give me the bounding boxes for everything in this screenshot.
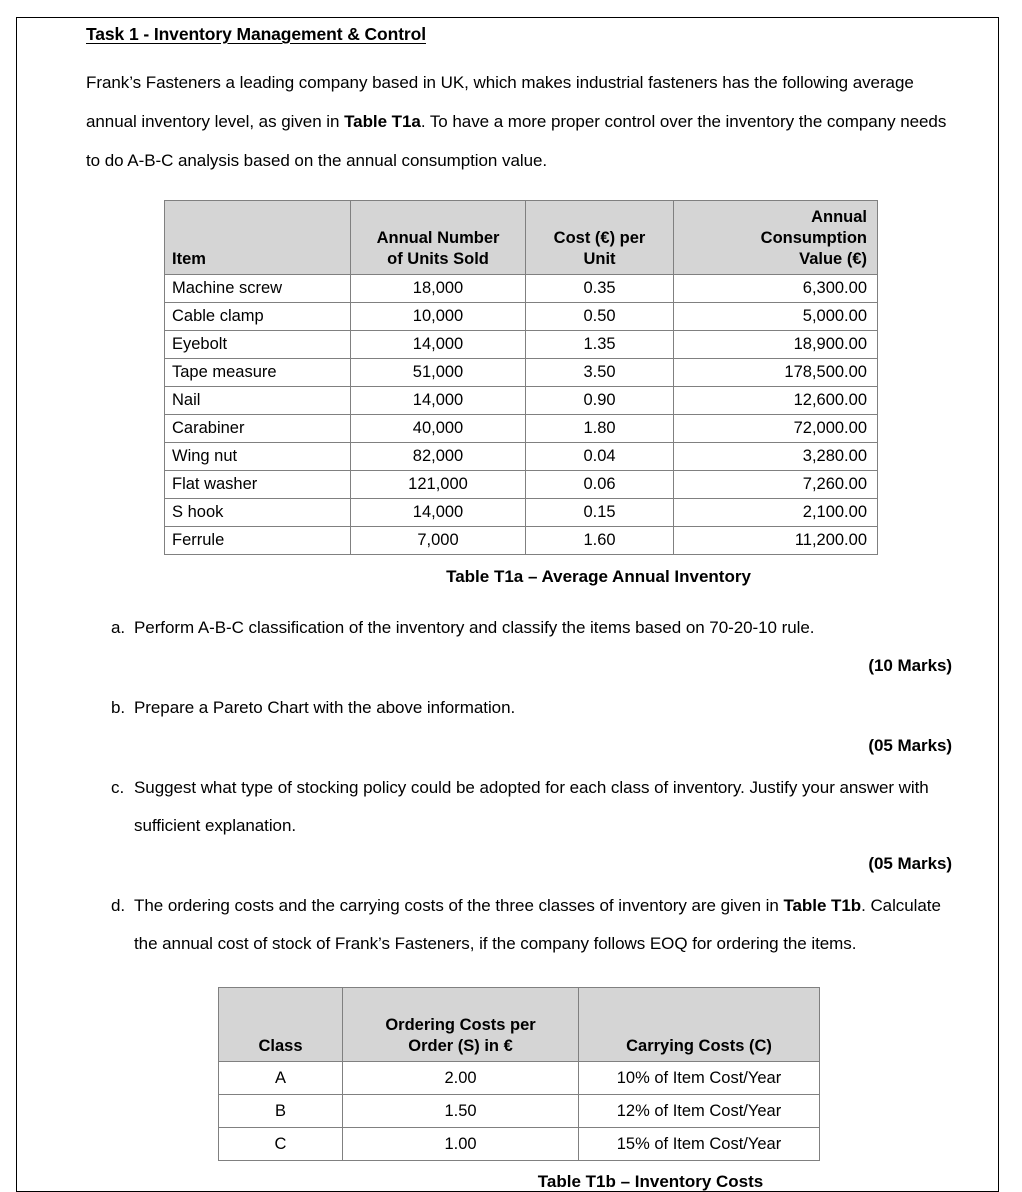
cell-cost: 0.50 — [526, 303, 674, 331]
column-header-value: Annual Consumption Value (€) — [674, 201, 878, 275]
cell-units: 14,000 — [351, 499, 526, 527]
cell-units: 82,000 — [351, 443, 526, 471]
question-item-a — [86, 609, 954, 685]
cell-item: Carabiner — [165, 415, 351, 443]
cell-value: 12,600.00 — [674, 387, 878, 415]
question-marker: c. — [111, 778, 125, 797]
cell-class: A — [219, 1062, 343, 1095]
marks-label: (05 Marks) — [868, 854, 952, 873]
intro-paragraph — [86, 63, 954, 180]
question-text — [134, 618, 814, 637]
cell-cost: 1.35 — [526, 331, 674, 359]
cell-carrying: 10% of Item Cost/Year — [579, 1062, 820, 1095]
question-text — [134, 778, 929, 835]
cell-units: 14,000 — [351, 387, 526, 415]
cell-item: Nail — [165, 387, 351, 415]
table-row — [219, 1128, 820, 1161]
table-row — [165, 415, 878, 443]
column-header-cost: Cost (€) per Unit — [526, 201, 674, 275]
emphasis-text: Table T1b — [783, 896, 862, 915]
cell-class: C — [219, 1128, 343, 1161]
plain-text: . Calculate the annual cost of stock of Frank’s Fasteners, if the company follows EOQ for ordering the items. — [134, 896, 941, 953]
plain-text: Prepare a Pareto Chart with the above information. — [134, 698, 516, 717]
question-list — [86, 609, 954, 963]
cell-value: 72,000.00 — [674, 415, 878, 443]
table-row — [165, 387, 878, 415]
table-t1b — [218, 987, 820, 1161]
cell-value: 6,300.00 — [674, 275, 878, 303]
table-row — [165, 331, 878, 359]
cell-cost: 0.15 — [526, 499, 674, 527]
cell-units: 10,000 — [351, 303, 526, 331]
question-marker: b. — [111, 698, 126, 717]
cell-cost: 0.06 — [526, 471, 674, 499]
table-t1b-wrapper — [218, 987, 954, 1192]
cell-cost: 3.50 — [526, 359, 674, 387]
question-item-c — [86, 769, 954, 883]
cell-units: 14,000 — [351, 331, 526, 359]
column-header-item: Item — [165, 201, 351, 275]
emphasis-text: Table T1a — [344, 112, 421, 131]
cell-units: 51,000 — [351, 359, 526, 387]
column-header-class: Class — [219, 988, 343, 1062]
table-row — [165, 443, 878, 471]
cell-class: B — [219, 1095, 343, 1128]
document-content — [86, 24, 954, 1192]
cell-cost: 1.80 — [526, 415, 674, 443]
table-t1b-caption: Table T1b – Inventory Costs — [537, 1172, 764, 1191]
cell-item: Machine screw — [165, 275, 351, 303]
table-row — [219, 1095, 820, 1128]
cell-item: Cable clamp — [165, 303, 351, 331]
plain-text: The ordering costs and the carrying costs of the three classes of inventory are given in — [134, 896, 784, 915]
plain-text: Frank’s Fasteners a leading company based in UK, which makes industrial fasteners has the following average annual inventory level, as given in — [86, 73, 914, 131]
cell-ordering: 2.00 — [343, 1062, 579, 1095]
question-text — [134, 698, 515, 717]
table-t1b-head — [219, 988, 820, 1062]
column-header-ordering: Ordering Costs per Order (S) in € — [343, 988, 579, 1062]
table-t1a-caption: Table T1a – Average Annual Inventory — [446, 567, 751, 586]
table-row — [165, 499, 878, 527]
cell-value: 11,200.00 — [674, 527, 878, 555]
cell-cost: 1.60 — [526, 527, 674, 555]
table-t1a — [164, 200, 878, 555]
marks-label: (05 Marks) — [868, 736, 952, 755]
question-item-b — [86, 689, 954, 765]
cell-carrying: 15% of Item Cost/Year — [579, 1128, 820, 1161]
cell-value: 178,500.00 — [674, 359, 878, 387]
cell-value: 3,280.00 — [674, 443, 878, 471]
cell-ordering: 1.00 — [343, 1128, 579, 1161]
table-t1a-wrapper — [164, 200, 954, 587]
table-t1b-body — [219, 1062, 820, 1161]
cell-item: S hook — [165, 499, 351, 527]
cell-carrying: 12% of Item Cost/Year — [579, 1095, 820, 1128]
plain-text: Suggest what type of stocking policy could be adopted for each class of inventory. Justify your answer with sufficient explanation. — [134, 778, 929, 835]
cell-value: 7,260.00 — [674, 471, 878, 499]
cell-units: 7,000 — [351, 527, 526, 555]
question-marker: a. — [111, 618, 126, 637]
marks-label: (10 Marks) — [868, 656, 952, 675]
cell-units: 18,000 — [351, 275, 526, 303]
column-header-units: Annual Number of Units Sold — [351, 201, 526, 275]
cell-cost: 0.04 — [526, 443, 674, 471]
table-row — [165, 275, 878, 303]
cell-units: 121,000 — [351, 471, 526, 499]
table-header-row — [219, 988, 820, 1062]
table-row — [165, 359, 878, 387]
table-t1a-body — [165, 275, 878, 555]
cell-item: Flat washer — [165, 471, 351, 499]
plain-text: . To have a more proper control over the inventory the company needs to do A-B-C analysis based on the annual consumption value. — [86, 112, 947, 170]
table-row — [165, 471, 878, 499]
cell-item: Wing nut — [165, 443, 351, 471]
cell-item: Tape measure — [165, 359, 351, 387]
cell-cost: 0.35 — [526, 275, 674, 303]
question-text — [134, 896, 941, 953]
page-title: Task 1 - Inventory Management & Control — [86, 24, 426, 44]
cell-value: 18,900.00 — [674, 331, 878, 359]
column-header-carrying: Carrying Costs (C) — [579, 988, 820, 1062]
table-row — [219, 1062, 820, 1095]
cell-cost: 0.90 — [526, 387, 674, 415]
cell-units: 40,000 — [351, 415, 526, 443]
cell-ordering: 1.50 — [343, 1095, 579, 1128]
cell-item: Eyebolt — [165, 331, 351, 359]
table-row — [165, 303, 878, 331]
cell-value: 5,000.00 — [674, 303, 878, 331]
table-row — [165, 527, 878, 555]
table-header-row — [165, 201, 878, 275]
question-marker: d. — [111, 896, 126, 915]
question-item-d — [86, 887, 954, 963]
cell-value: 2,100.00 — [674, 499, 878, 527]
plain-text: Perform A-B-C classification of the inventory and classify the items based on 70-20-10 rule. — [134, 618, 815, 637]
cell-item: Ferrule — [165, 527, 351, 555]
table-t1a-head — [165, 201, 878, 275]
